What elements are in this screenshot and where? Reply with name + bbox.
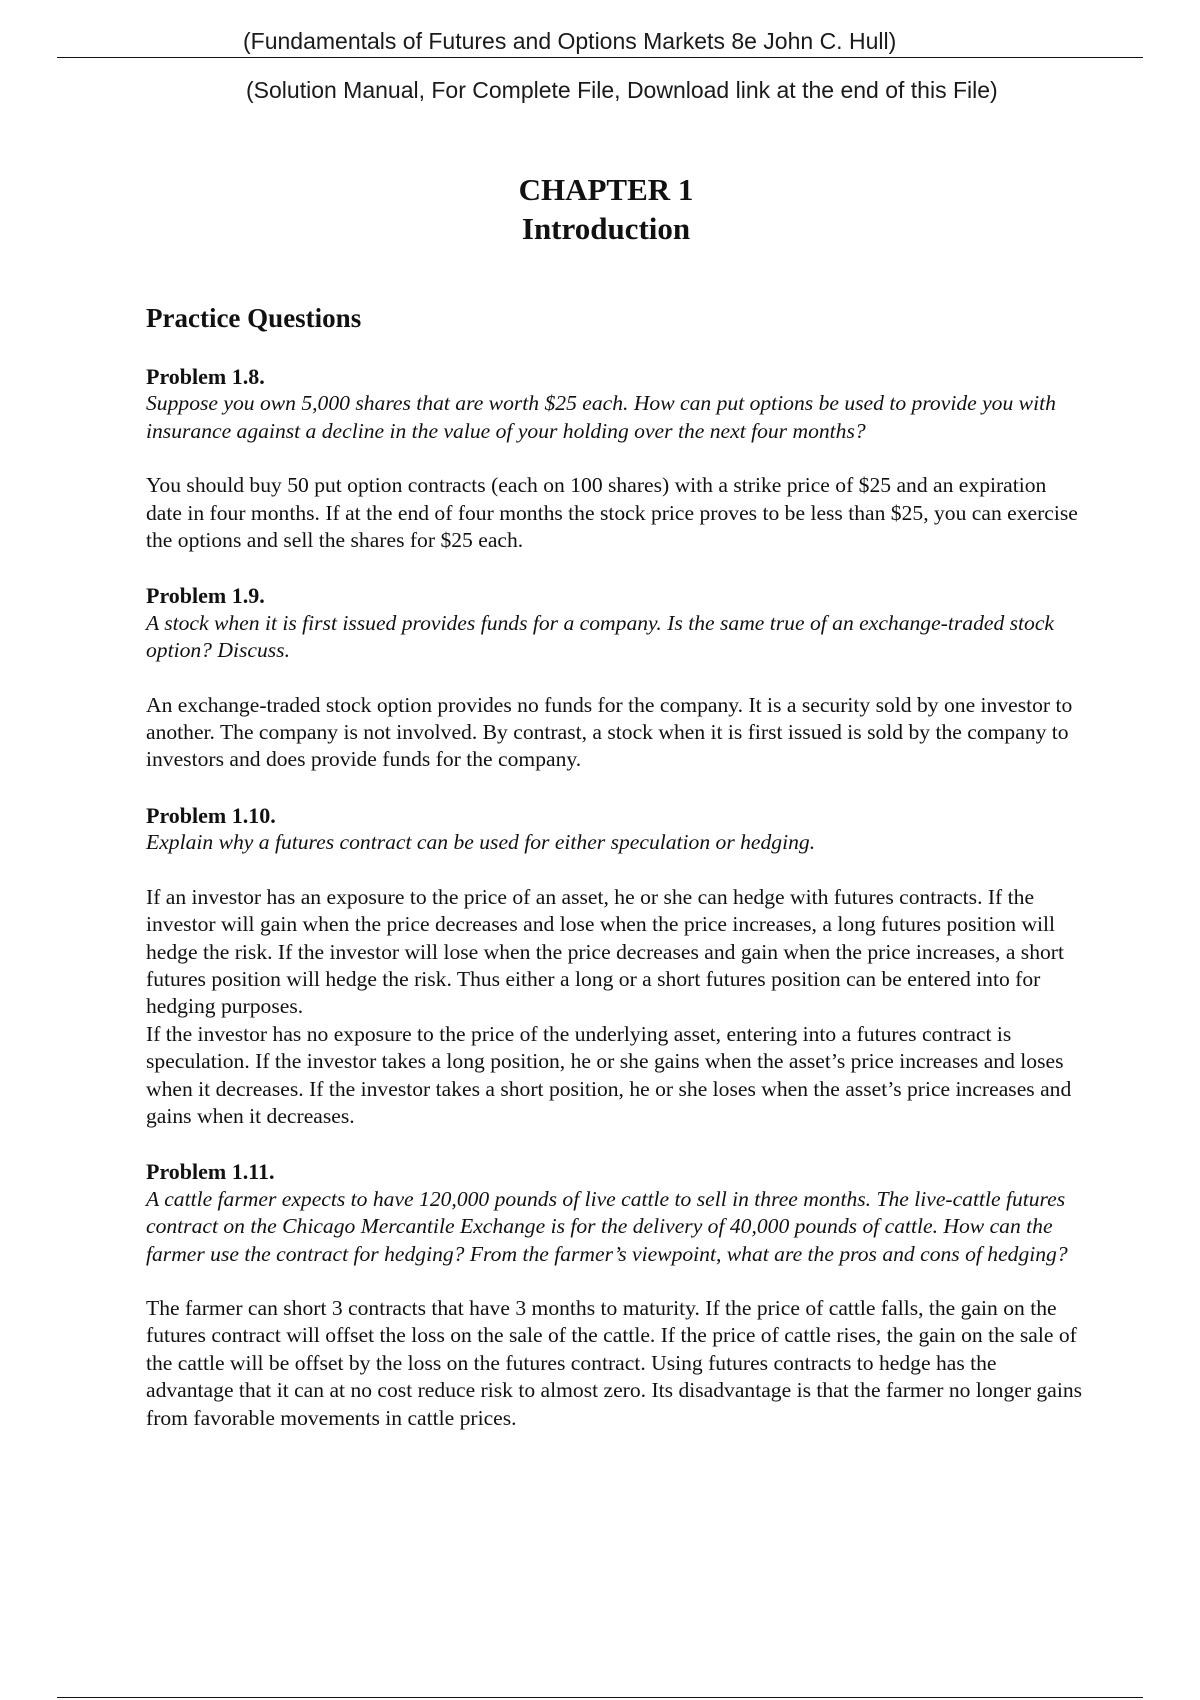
problem-answer: The farmer can short 3 contracts that have 3 months to maturity. If the price of cattle falls, the gain on the futures contract will offset the loss on the sale of the cattle. If the price of cattle rises, the gain on the sale of the cattle will be offset by the loss on the futures contract. Using futures contracts to hedge has the advantage that it can at no cost reduce risk to almost zero. Its disadvantage is that the farmer no longer gains from favorable movements in cattle prices. (146, 1295, 1083, 1430)
spacer (146, 554, 1086, 582)
problem-answer: If an investor has an exposure to the price of an asset, he or she can hedge with futures contracts. If the investor will gain when the price decreases and lose when the price increases, a long futures position will hedge the risk. If the investor will lose when the price decreases and gain when the price increases, a short futures position will hedge the risk. Thus either a long or a short futures position can be entered into for hedging purposes. (146, 884, 1064, 1019)
problem-1-9 (146, 582, 1086, 773)
spacer (146, 774, 1086, 802)
running-header-subtitle: (Solution Manual, For Complete File, Download link at the end of this File) (246, 77, 998, 103)
problem-1-8 (146, 363, 1086, 554)
header-rule (57, 57, 1143, 58)
spacer (146, 1130, 1086, 1158)
footer-rule (57, 1697, 1143, 1698)
chapter-number: CHAPTER 1 (518, 172, 694, 207)
problem-1-11 (146, 1158, 1086, 1432)
problem-question: A stock when it is first issued provides funds for a company. Is the same true of an exchange-traded stock option? Discuss. (146, 610, 1055, 663)
problem-title: Problem 1.9. (146, 583, 265, 609)
running-header-title: (Fundamentals of Futures and Options Markets 8e John C. Hull) (243, 28, 897, 54)
problems-list (146, 363, 1086, 1432)
problem-title: Problem 1.11. (146, 1159, 275, 1185)
problem-question: A cattle farmer expects to have 120,000 pounds of live cattle to sell in three months. The live-cattle futures contract on the Chicago Mercantile Exchange is for the delivery of 40,000 pounds of cattle. How can the farmer use the contract for hedging? From the farmer’s viewpoint, what are the pros and cons of hedging? (146, 1186, 1068, 1266)
problem-question: Suppose you own 5,000 shares that are worth $25 each. How can put options be used to provide you with insurance against a decline in the value of your holding over the next four months? (146, 391, 1056, 443)
problem-answer: An exchange-traded stock option provides no funds for the company. It is a security sold by one investor to another. The company is not involved. By contrast, a stock when it is first issued is sold by the company to investors and does provide funds for the company. (146, 692, 1073, 772)
problem-answer: You should buy 50 put option contracts (each on 100 shares) with a strike price of $25 and an expiration date in four months. If at the end of four months the stock price proves to be less than $25, you can exercise the options and sell the shares for $25 each. (146, 473, 1078, 553)
problem-answer-continued: If the investor has no exposure to the price of the underlying asset, entering into a futures contract is speculation. If the investor takes a long position, he or she gains when the asset’s price increases and loses when it decreases. If the investor takes a short position, he or she loses when the asset’s price increases and gains when it decreases. (146, 1021, 1072, 1128)
problem-1-10 (146, 802, 1086, 1130)
problem-title: Problem 1.8. (146, 364, 265, 389)
problem-title: Problem 1.10. (146, 802, 276, 828)
problem-question: Explain why a futures contract can be used for either speculation or hedging. (146, 830, 816, 855)
section-heading: Practice Questions (146, 303, 362, 333)
chapter-title: Introduction (521, 211, 691, 246)
